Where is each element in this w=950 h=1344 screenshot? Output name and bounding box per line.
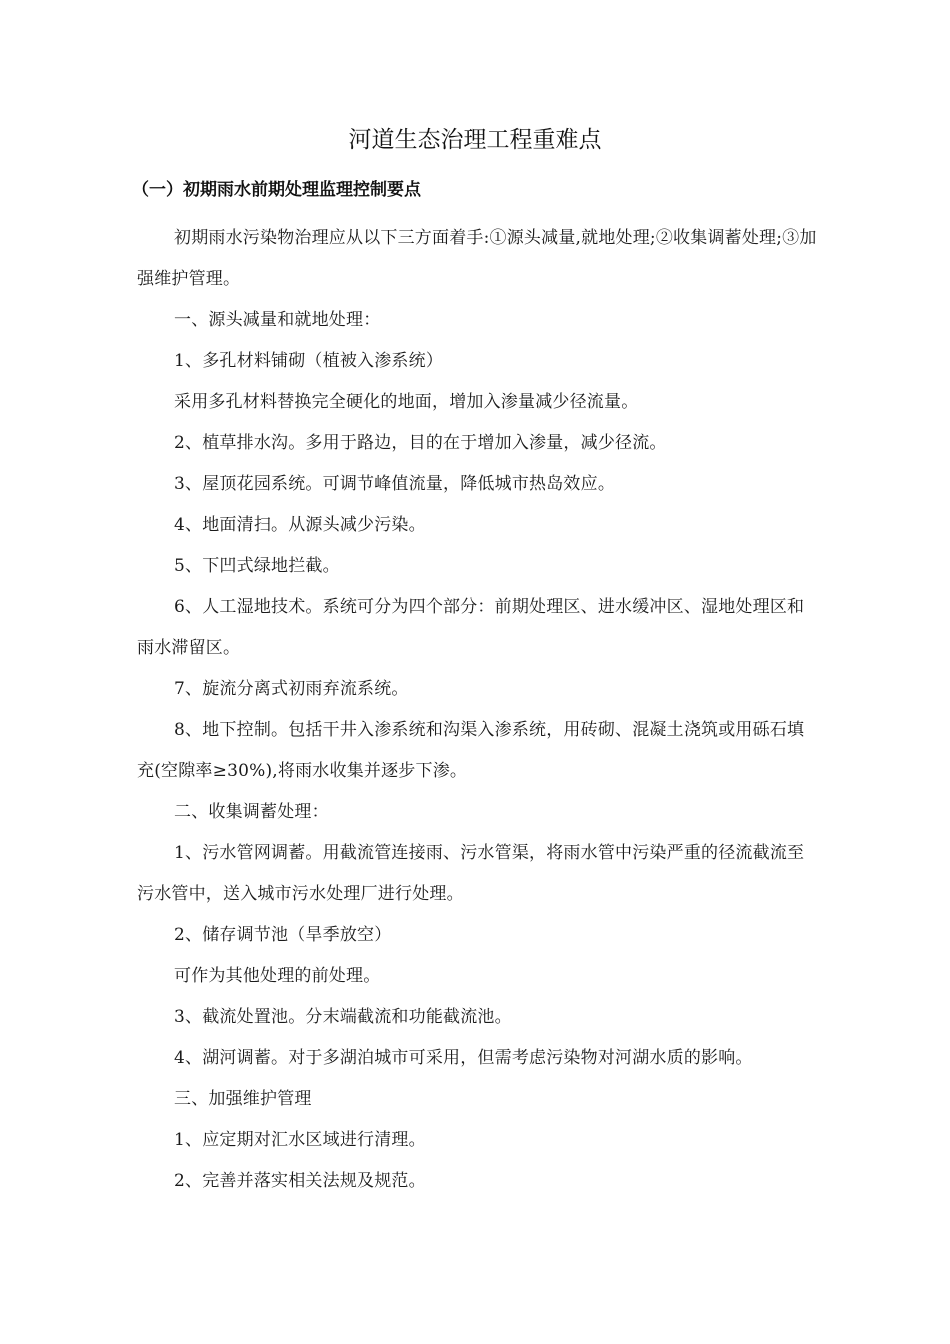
paragraph: 4、地面清扫。从源头减少污染。 — [174, 515, 426, 535]
paragraph: 1、污水管网调蓄。用截流管连接雨、污水管渠，将雨水管中污染严重的径流截流至污水管中，送入城市污水处理厂进行处理。 — [137, 843, 805, 904]
paragraph: 一、源头减量和就地处理： — [174, 310, 381, 330]
document-title: 河道生态治理工程重难点 — [348, 127, 602, 153]
paragraph: 1、多孔材料铺砌（植被入渗系统） — [174, 351, 444, 371]
paragraph: 初期雨水污染物治理应从以下三方面着手:①源头减量,就地处理;②收集调蓄处理;③加强维护管理。 — [137, 228, 817, 289]
paragraph: 可作为其他处理的前处理。 — [174, 966, 381, 986]
paragraph: 7、旋流分离式初雨弃流系统。 — [174, 679, 409, 699]
paragraph: 3、屋顶花园系统。可调节峰值流量，降低城市热岛效应。 — [174, 474, 616, 494]
paragraph: 2、完善并落实相关法规及规范。 — [174, 1171, 426, 1191]
paragraph: 采用多孔材料替换完全硬化的地面，增加入渗量减少径流量。 — [174, 392, 639, 412]
paragraph: 8、地下控制。包括干井入渗系统和沟渠入渗系统，用砖砌、混凝土浇筑或用砾石填充(空隙率≥30%),将雨水收集并逐步下渗。 — [137, 720, 805, 781]
paragraph: 3、截流处置池。分末端截流和功能截流池。 — [174, 1007, 512, 1027]
paragraph: 三、加强维护管理 — [174, 1089, 312, 1109]
section-heading: （一）初期雨水前期处理监理控制要点 — [132, 180, 421, 200]
document-body — [137, 218, 817, 1202]
paragraph: 4、湖河调蓄。对于多湖泊城市可采用，但需考虑污染物对河湖水质的影响。 — [174, 1048, 753, 1068]
paragraph: 2、植草排水沟。多用于路边，目的在于增加入渗量，减少径流。 — [174, 433, 667, 453]
paragraph: 5、下凹式绿地拦截。 — [174, 556, 340, 576]
paragraph: 1、应定期对汇水区域进行清理。 — [174, 1130, 426, 1150]
paragraph: 二、收集调蓄处理： — [174, 802, 329, 822]
paragraph: 6、人工湿地技术。系统可分为四个部分：前期处理区、进水缓冲区、湿地处理区和雨水滞留区。 — [137, 597, 805, 658]
paragraph: 2、储存调节池（旱季放空） — [174, 925, 392, 945]
